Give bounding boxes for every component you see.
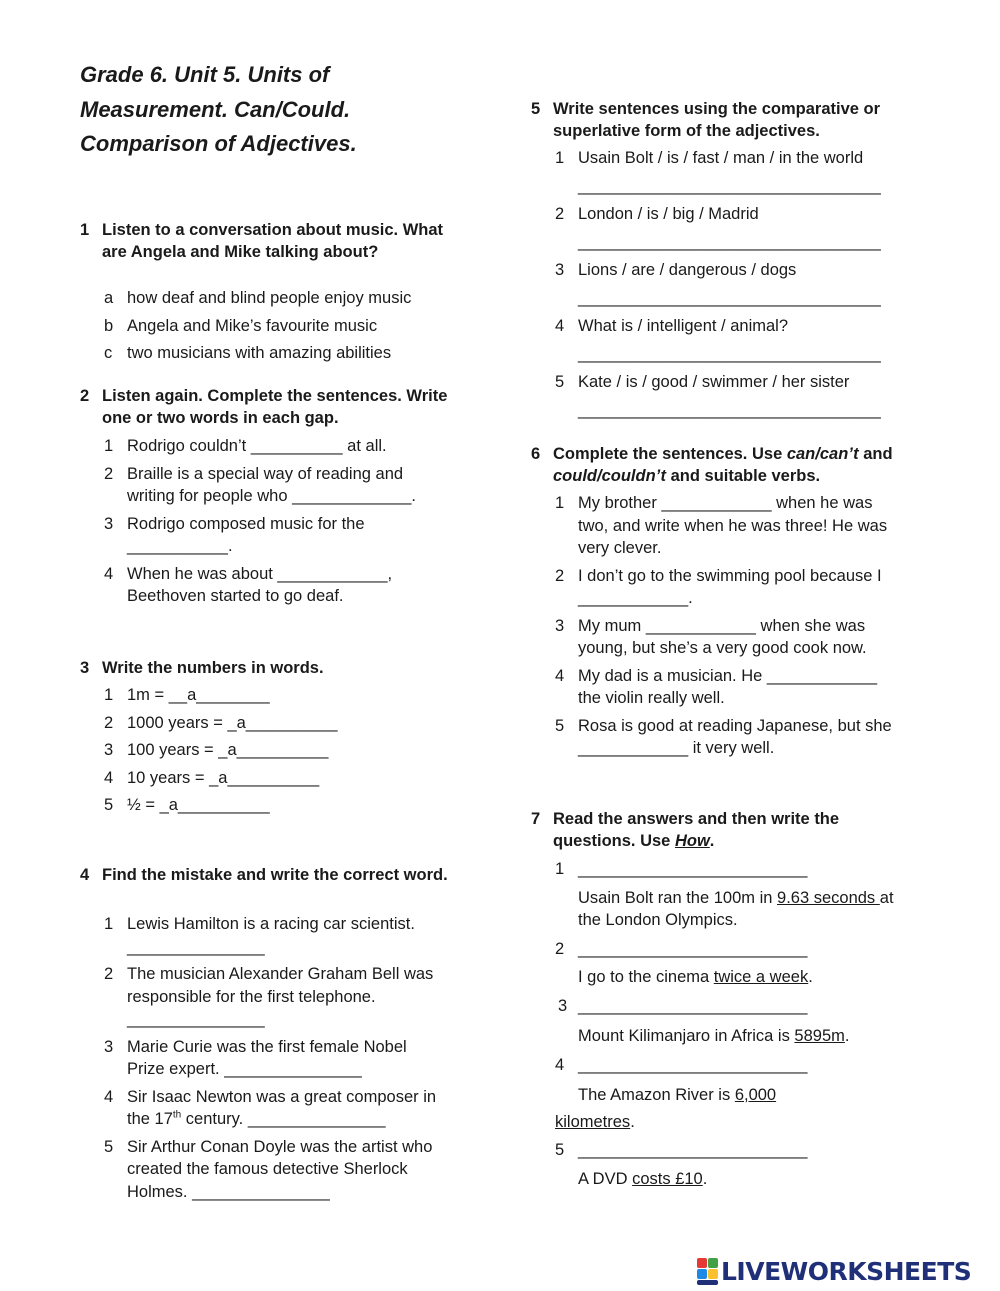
logo-block-blue	[697, 1269, 707, 1279]
exercise-2	[80, 385, 480, 608]
question-item	[531, 1139, 951, 1190]
question-item	[80, 513, 480, 558]
option-item	[80, 287, 480, 310]
answer-text: the London Olympics.	[578, 911, 738, 929]
exercise-heading	[80, 219, 480, 263]
question-text: When he was about ____________,	[127, 564, 393, 583]
underlined-text: twice a week	[713, 968, 809, 986]
heading-line: Listen to a conversation about music. What	[102, 221, 444, 239]
logo-block-yellow	[708, 1269, 718, 1279]
question-number: 2	[555, 205, 565, 223]
question-item	[531, 715, 951, 760]
liveworksheets-logo	[697, 1256, 971, 1286]
question-text: ____________ it very well.	[578, 739, 775, 757]
question-number: 4	[104, 564, 114, 583]
underlined-text: costs £10	[632, 1169, 703, 1188]
text-span: A DVD	[578, 1169, 633, 1188]
question-number: 4	[104, 768, 114, 787]
question-number: 5	[555, 716, 565, 735]
question-number: 1	[104, 915, 114, 933]
question-text: Usain Bolt / is / fast / man / in the world	[578, 149, 864, 167]
text-span: at	[879, 888, 894, 907]
exercise-number: 1	[80, 221, 90, 239]
question-text: responsible for the first telephone.	[127, 987, 376, 1006]
text-span: Complete the sentences. Use	[553, 445, 787, 463]
exercise-number: 3	[80, 659, 90, 677]
exercise-heading	[531, 443, 951, 487]
option-text: two musicians with amazing abilities	[127, 344, 392, 362]
answer-text	[578, 1084, 951, 1107]
heading-line: Listen again. Complete the sentences. Write	[102, 387, 448, 405]
question-text: What is / intelligent / animal?	[578, 317, 789, 335]
question-item	[531, 665, 951, 710]
logo-block-red	[697, 1258, 707, 1268]
question-item	[531, 203, 951, 253]
option-letter: c	[104, 344, 113, 362]
question-number: 1	[555, 494, 565, 512]
question-number: 1	[104, 437, 114, 455]
exercise-6	[531, 443, 951, 760]
question-text: writing for people who _____________.	[127, 487, 416, 505]
answer-blank: _______________	[127, 1010, 265, 1028]
question-number: 1	[104, 686, 114, 704]
text-span: and suitable verbs.	[666, 467, 821, 485]
question-number: 5	[555, 373, 565, 391]
question-item	[80, 684, 480, 707]
heading-line: Read the answers and then write the	[553, 810, 840, 828]
question-item	[80, 463, 480, 508]
question-number: 3	[104, 741, 114, 759]
question-text: Lewis Hamilton is a racing car scientist.	[127, 915, 415, 933]
answer-blank: _________________________________	[578, 344, 881, 363]
answer-blank: _________________________	[578, 939, 808, 958]
option-letter: b	[104, 316, 114, 335]
question-text: 10 years = _a__________	[127, 768, 320, 787]
exercise-1	[80, 219, 480, 365]
question-number: 3	[104, 1037, 114, 1056]
title-line: Grade 6. Unit 5. Units of	[80, 62, 330, 87]
title-line: Comparison of Adjectives.	[80, 131, 357, 156]
question-text: Rosa is good at reading Japanese, but she	[578, 716, 892, 735]
question-text: ____________.	[578, 589, 693, 607]
question-text: the violin really well.	[578, 689, 725, 707]
text-span: Usain Bolt ran the 100m in	[578, 888, 778, 907]
question-text: Sir Arthur Conan Doyle was the artist who	[127, 1137, 433, 1156]
question-item	[80, 435, 480, 458]
question-item	[80, 913, 480, 958]
question-text: Lions / are / dangerous / dogs	[578, 261, 797, 279]
question-item	[531, 259, 951, 309]
question-item	[531, 1054, 951, 1134]
text-span: .	[630, 1112, 635, 1131]
question-item	[531, 995, 951, 1048]
question-number: 3	[104, 514, 114, 533]
question-item	[80, 794, 480, 817]
logo-block-base	[697, 1280, 718, 1285]
answer-text	[555, 1111, 951, 1134]
ordinal-suffix: th	[172, 1109, 182, 1121]
heading-line	[553, 830, 951, 852]
question-text: 100 years = _a__________	[127, 741, 329, 759]
logo-text: LIVEWORKSHEETS	[721, 1256, 972, 1286]
option-item	[80, 315, 480, 338]
question-number: 2	[104, 713, 114, 732]
question-text: Beethoven started to go deaf.	[127, 587, 344, 605]
logo-mark-icon	[697, 1258, 718, 1285]
text-span: .	[808, 968, 813, 986]
question-number: 5	[104, 1137, 114, 1156]
heading-line: Write the numbers in words.	[102, 659, 324, 677]
question-text: My mum ____________ when she was	[578, 616, 866, 635]
answer-text	[578, 966, 951, 989]
underlined-text: kilometres	[555, 1112, 631, 1131]
modal-verb: can/can’t	[786, 445, 859, 463]
exercise-heading	[531, 98, 951, 142]
question-text: Braille is a special way of reading and	[127, 464, 404, 483]
question-item	[531, 492, 951, 560]
question-text: 1m = __a________	[127, 686, 270, 704]
text-span: The Amazon River is	[578, 1086, 735, 1104]
question-number: 4	[104, 1087, 114, 1106]
question-text: young, but she’s a very good cook now.	[578, 639, 867, 657]
question-text: Marie Curie was the first female Nobel	[127, 1037, 407, 1056]
exercise-heading	[80, 385, 480, 429]
question-text	[127, 1108, 480, 1131]
question-item	[531, 858, 951, 932]
option-letter: a	[104, 289, 114, 307]
text-span: and	[858, 445, 893, 463]
question-item	[80, 739, 480, 762]
exercise-5	[531, 98, 951, 421]
text-span: I go to the cinema	[578, 968, 714, 986]
question-number: 1	[555, 149, 565, 167]
exercise-7	[531, 808, 951, 1190]
exercise-4	[80, 864, 480, 1203]
text-span: Mount Kilimanjaro in Africa is	[578, 1027, 795, 1045]
exercise-number: 6	[531, 445, 541, 463]
heading-line: are Angela and Mike talking about?	[102, 243, 379, 261]
question-number: 2	[555, 939, 565, 958]
question-text: The musician Alexander Graham Bell was	[127, 965, 434, 983]
question-number: 3	[555, 261, 565, 279]
answer-blank: _________________________________	[578, 400, 881, 419]
text-span: the 17	[127, 1110, 173, 1128]
question-item	[531, 938, 951, 989]
text-span: questions. Use	[553, 832, 675, 850]
exercise-heading	[531, 808, 951, 852]
exercise-number: 2	[80, 387, 90, 405]
question-item	[80, 1036, 480, 1081]
question-number: 5	[104, 796, 114, 814]
question-text: ½ = _a__________	[127, 796, 270, 814]
heading-line: superlative form of the adjectives.	[553, 122, 820, 140]
question-number: 2	[104, 965, 114, 983]
question-text: very clever.	[578, 539, 662, 557]
question-item	[80, 1136, 480, 1204]
question-item	[531, 565, 951, 610]
answer-text	[578, 887, 951, 910]
answer-blank: _________________________	[578, 1055, 808, 1074]
question-text: Sir Isaac Newton was a great composer in	[127, 1087, 437, 1106]
question-item	[80, 712, 480, 735]
answer-blank: _________________________________	[578, 288, 881, 307]
underlined-text: 9.63 seconds	[777, 888, 880, 907]
exercise-3	[80, 657, 480, 817]
question-text: Prize expert. _______________	[127, 1060, 362, 1078]
answer-text	[578, 1025, 951, 1048]
exercise-number: 7	[531, 810, 541, 828]
answer-blank: _________________________	[578, 860, 808, 878]
option-text: Angela and Mike’s favourite music	[127, 316, 378, 335]
heading-line: one or two words in each gap.	[102, 409, 339, 427]
exercise-number: 5	[531, 100, 541, 118]
question-text: My dad is a musician. He ____________	[578, 666, 878, 685]
heading-line: Find the mistake and write the correct word.	[102, 866, 448, 884]
question-item	[531, 315, 951, 365]
question-number: 4	[555, 317, 565, 335]
answer-blank: _________________________	[578, 1141, 808, 1159]
underlined-text: 5895m	[794, 1027, 845, 1045]
page-title	[80, 58, 480, 162]
question-item	[531, 615, 951, 660]
heading-line	[553, 465, 951, 487]
question-item	[80, 1086, 480, 1131]
logo-block-green	[708, 1258, 718, 1268]
question-item	[531, 147, 951, 197]
question-item	[80, 767, 480, 790]
option-item	[80, 342, 480, 365]
question-number: 3	[558, 996, 568, 1015]
question-text: Rodrigo couldn’t __________ at all.	[127, 437, 387, 455]
question-text: two, and write when he was three! He was	[578, 516, 888, 535]
answer-blank: _______________	[127, 937, 265, 956]
heading-line: Write sentences using the comparative or	[553, 100, 881, 118]
question-number: 5	[555, 1141, 565, 1159]
exercise-heading	[80, 657, 480, 679]
text-span: .	[709, 832, 715, 850]
modal-verb: could/couldn’t	[553, 467, 667, 485]
question-text: 1000 years = _a__________	[127, 713, 338, 732]
question-text: Holmes. _______________	[127, 1182, 330, 1201]
text-span: .	[702, 1169, 708, 1188]
title-line: Measurement. Can/Could.	[80, 96, 351, 122]
question-item	[80, 563, 480, 608]
question-number: 3	[555, 616, 565, 635]
heading-line	[553, 443, 951, 465]
exercise-number: 4	[80, 866, 90, 884]
answer-blank: _________________________________	[578, 176, 881, 195]
question-text: My brother ____________ when he was	[578, 494, 873, 512]
underlined-text: 6,000	[734, 1086, 777, 1104]
question-number: 4	[555, 1055, 565, 1074]
question-text: I don’t go to the swimming pool because I	[578, 566, 882, 585]
question-text: created the famous detective Sherlock	[127, 1160, 408, 1178]
question-text: Kate / is / good / swimmer / her sister	[578, 373, 850, 391]
question-number: 4	[555, 666, 565, 685]
question-number: 1	[555, 860, 565, 878]
exercise-heading	[80, 864, 480, 886]
text-span: .	[844, 1027, 850, 1045]
question-text: Rodrigo composed music for the	[127, 514, 365, 533]
question-item	[80, 963, 480, 1031]
keyword-how: How	[674, 832, 710, 850]
question-text: ___________.	[127, 537, 233, 555]
question-number: 2	[104, 464, 114, 483]
question-item	[531, 371, 951, 421]
answer-blank: _________________________	[578, 996, 808, 1015]
answer-text	[578, 1168, 951, 1191]
option-text: how deaf and blind people enjoy music	[127, 289, 412, 307]
text-span: century. _______________	[181, 1110, 386, 1128]
question-text: London / is / big / Madrid	[578, 205, 759, 223]
question-number: 2	[555, 566, 565, 585]
answer-blank: _________________________________	[578, 232, 881, 251]
